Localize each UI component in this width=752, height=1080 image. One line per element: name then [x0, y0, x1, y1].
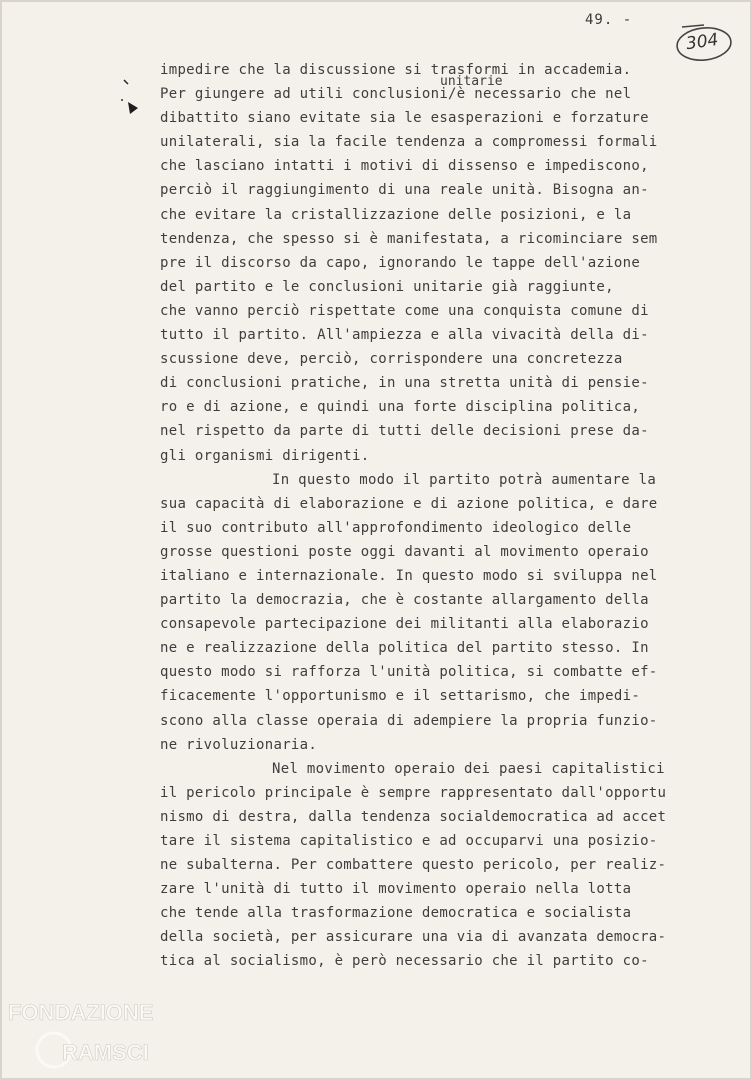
text-line: questo modo si rafforza l'unità politica, si combatte ef-	[160, 664, 658, 681]
text-line: del partito e le conclusioni unitarie già raggiunte,	[160, 278, 614, 295]
svg-text:RAMSCI: RAMSCI	[62, 1040, 149, 1065]
text-line: scussione deve, perciò, corrispondere una concretezza	[160, 351, 623, 368]
handwritten-insertion: unitarie	[440, 74, 503, 89]
text-line: consapevole partecipazione dei militanti alla elaborazio	[160, 616, 649, 633]
text-line: In questo modo il partito potrà aumentare la	[272, 471, 657, 488]
text-line: ne rivoluzionaria.	[160, 736, 318, 753]
text-line: dibattito siano evitate sia le esasperazioni e forzature	[160, 110, 649, 127]
text-line: che evitare la cristallizzazione delle posizioni, e la	[160, 206, 632, 223]
text-line: tica al socialismo, è però necessario che il partito co-	[160, 953, 649, 970]
text-line: della società, per assicurare una via di avanzata democra-	[160, 929, 667, 946]
text-line: ne subalterna. Per combattere questo pericolo, per realiz-	[160, 857, 667, 874]
svg-text:FONDAZIONE: FONDAZIONE	[8, 1000, 154, 1025]
text-line: che tende alla trasformazione democratica e socialista	[160, 905, 632, 922]
text-line: di conclusioni pratiche, in una stretta unità di pensie-	[160, 375, 649, 392]
text-line: unilaterali, sia la facile tendenza a compromessi formali	[160, 134, 658, 151]
text-line: tare il sistema capitalistico e ad occuparvi una posizio-	[160, 833, 658, 849]
fondazione-gramsci-watermark	[4, 998, 174, 1078]
text-line: pre il discorso da capo, ignorando le tappe dell'azione	[160, 254, 641, 271]
text-line: il suo contributo all'approfondimento ideologico delle	[160, 519, 632, 536]
text-line: tendenza, che spesso si è manifestata, a ricominciare sem	[160, 230, 658, 247]
text-line: Per giungere ad utili conclusioni/è necessario che nel	[160, 86, 632, 103]
text-line: sua capacità di elaborazione e di azione politica, e dare	[160, 495, 658, 512]
text-line: scono alla classe operaia di adempiere la propria funzio-	[160, 712, 658, 729]
text-line: ficacemente l'opportunismo e il settarismo, che impedi-	[160, 688, 641, 705]
page-number: 49. -	[585, 12, 633, 28]
typed-text-body	[160, 58, 720, 974]
margin-ink-mark	[120, 78, 150, 128]
text-line: italiano e internazionale. In questo modo si sviluppa nel	[160, 567, 658, 584]
text-line: che lasciano intatti i motivi di dissenso e impediscono,	[160, 158, 649, 175]
text-line: nel rispetto da parte di tutti delle decisioni prese da-	[160, 423, 649, 440]
text-line: grosse questioni poste oggi davanti al movimento operaio	[160, 543, 649, 560]
text-line: gli organismi dirigenti.	[160, 447, 370, 464]
text-line: ro e di azione, e quindi una forte disciplina politica,	[160, 399, 641, 416]
text-line: ne e realizzazione della politica del partito stesso. In	[160, 640, 649, 657]
text-line: nismo di destra, dalla tendenza socialdemocratica ad accet	[160, 808, 667, 825]
archive-number: 304	[684, 29, 720, 55]
text-line: tutto il partito. All'ampiezza e alla vivacità della di-	[160, 327, 649, 344]
text-line: perciò il raggiungimento di una reale unità. Bisogna an-	[160, 182, 649, 199]
text-line: partito la democrazia, che è costante allargamento della	[160, 592, 649, 609]
text-line: il pericolo principale è sempre rappresentato dall'opportu	[160, 784, 667, 801]
text-line: impedire che la discussione si trasformi in accademia.	[160, 62, 632, 78]
text-line: Nel movimento operaio dei paesi capitalistici	[272, 760, 665, 777]
text-line: zare l'unità di tutto il movimento operaio nella lotta	[160, 881, 632, 898]
text-line: che vanno perciò rispettate come una conquista comune di	[160, 302, 649, 319]
